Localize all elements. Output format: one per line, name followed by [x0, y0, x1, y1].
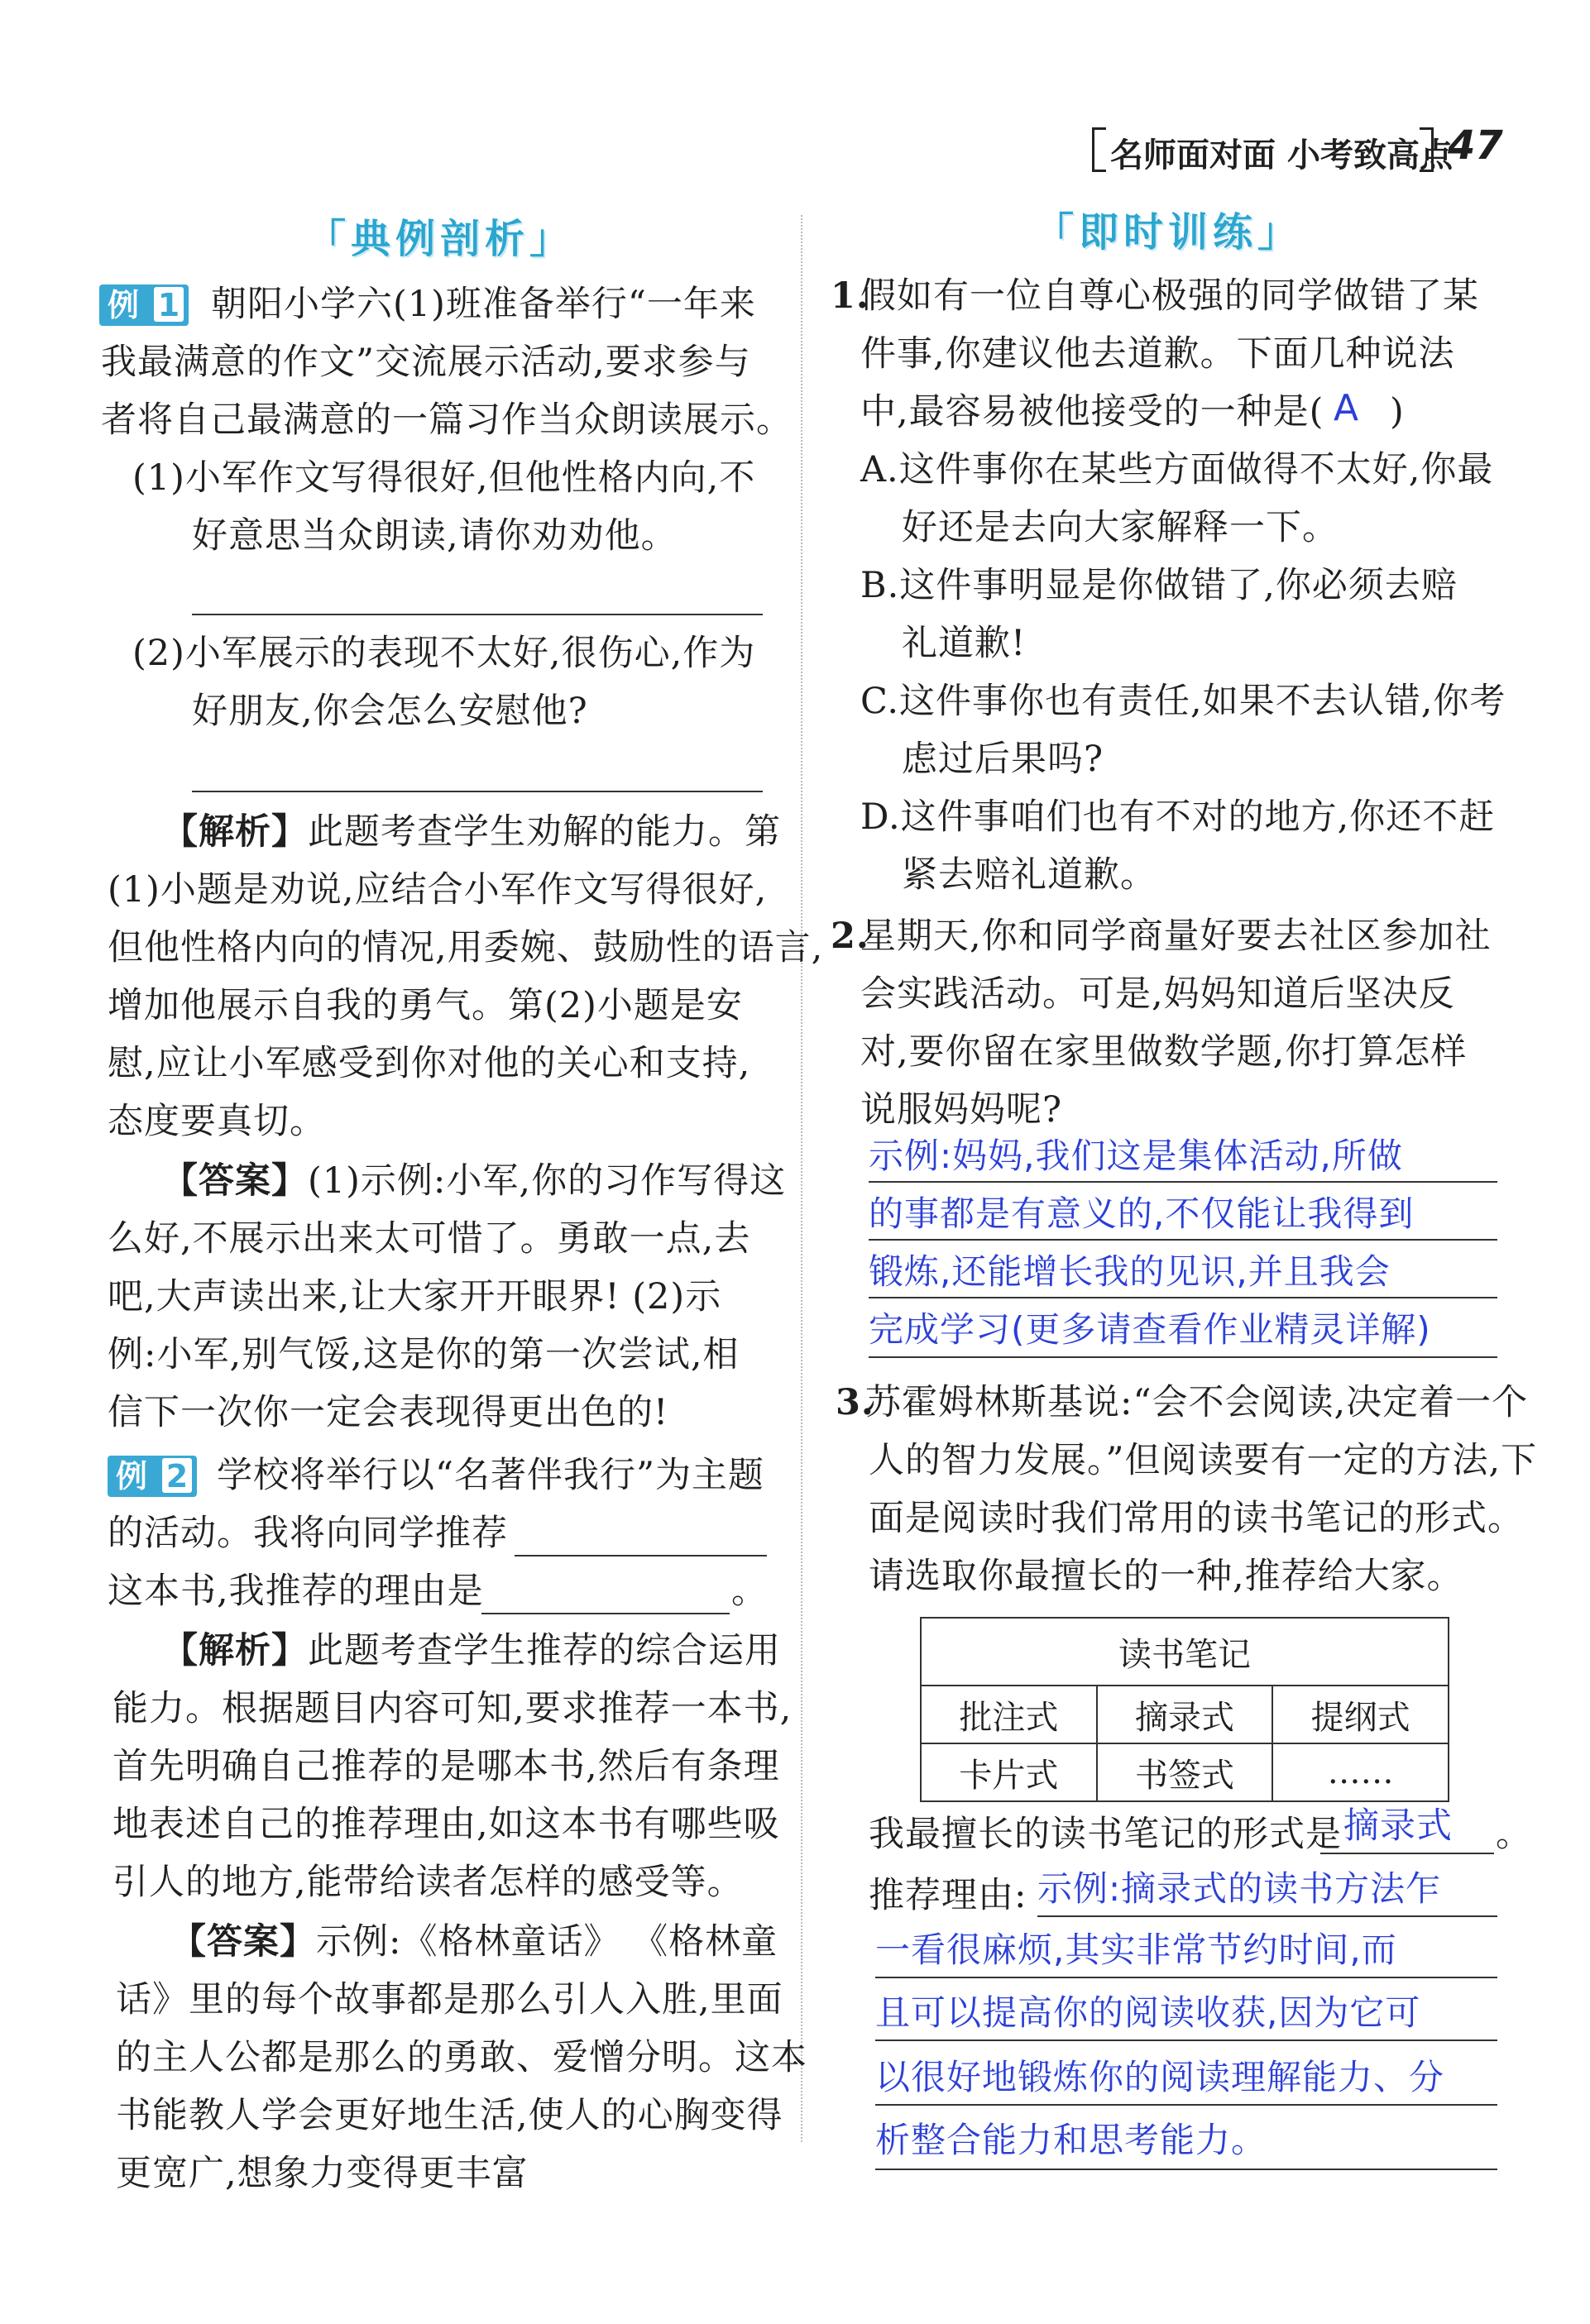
- ex1-answer-line-4: 例:小军,别气馁,这是你的第一次尝试,相: [108, 1334, 740, 1375]
- q2-line-3: 对,要你留在家里做数学题,你打算怎样: [860, 1031, 1468, 1073]
- q2-answer-4: 完成学习(更多请查看作业精灵详解): [869, 1309, 1431, 1350]
- example-1-tag: 例 1: [99, 285, 189, 326]
- ex1-line-2: 我最满意的作文”交流展示活动,要求参与: [101, 342, 751, 383]
- table-title: 读书笔记: [921, 1618, 1449, 1686]
- ex2-line-3: 这本书,我推荐的理由是: [108, 1571, 484, 1612]
- q3-reason-1: 示例:摘录式的读书方法乍: [1037, 1868, 1442, 1909]
- q3-reason-5: 析整合能力和思考能力。: [875, 2120, 1267, 2160]
- q1-option-b-2: 礼道歉!: [902, 623, 1027, 664]
- q2-answer-2: 的事都是有意义的,不仅能让我得到: [869, 1193, 1415, 1234]
- page-number: 47: [1448, 122, 1503, 169]
- q2-rule-3: [869, 1297, 1497, 1298]
- q1-line-1: 假如有一位自尊心极强的同学做错了某: [860, 275, 1479, 317]
- ex1-answer-line-5: 信下一次你一定会表现得更出色的!: [108, 1392, 669, 1433]
- ex1-q2-answer-line: [192, 791, 763, 792]
- ex1-answer-line-2: 么好,不展示出来太可惜了。勇敢一点,去: [108, 1218, 751, 1260]
- q3-form-end: 。: [1496, 1814, 1532, 1855]
- q3-line-2: 人的智力发展。”但阅读要有一定的方法,下: [869, 1440, 1538, 1481]
- ex2-answer-line-1: 【答案】示例:《格林童话》 《格林童: [170, 1921, 778, 1963]
- q3-line-3: 面是阅读时我们常用的读书笔记的形式。: [869, 1498, 1524, 1539]
- ex1-q1-line-2: 好意思当众朗读,请你劝劝他。: [192, 515, 678, 557]
- q1-option-a-2: 好还是去向大家解释一下。: [902, 507, 1339, 548]
- ex2-analysis-line-5: 引人的地方,能带给读者怎样的感受等。: [113, 1862, 744, 1903]
- ex2-answer-line-4: 书能教人学会更好地生活,使人的心胸变得: [116, 2095, 783, 2136]
- table-cell: 书签式: [1097, 1743, 1273, 1801]
- ex1-line-1: 朝阳小学六(1)班准备举行“一年来: [211, 284, 756, 325]
- q3-form-answer: 摘录式: [1343, 1805, 1453, 1847]
- q2-line-2: 会实践活动。可是,妈妈知道后坚决反: [860, 973, 1455, 1015]
- q3-reason-3: 且可以提高你的阅读收获,因为它可: [875, 1992, 1421, 2033]
- q3-reason-rule-3: [875, 2039, 1497, 2041]
- ex2-answer-line-2: 话》里的每个故事都是那么引人入胜,里面: [116, 1979, 783, 2020]
- q2-answer-3: 锻炼,还能增长我的见识,并且我会: [869, 1251, 1391, 1292]
- ex2-line-1: 学校将举行以“名著伴我行”为主题: [217, 1455, 764, 1496]
- ex1-analysis-line-2: (1)小题是劝说,应结合小军作文写得很好,: [108, 869, 768, 911]
- q1-option-d-1: D.这件事咱们也有不对的地方,你还不赶: [860, 796, 1496, 838]
- q2-rule-4: [869, 1356, 1497, 1358]
- ex1-analysis-line-6: 态度要真切。: [108, 1101, 326, 1142]
- q1-option-c-2: 虑过后果吗?: [902, 739, 1104, 780]
- q1-line-3: 中,最容易被他接受的一种是(: [860, 391, 1324, 433]
- q3-reason-rule-1: [1037, 1915, 1497, 1917]
- q2-number: 2.: [831, 916, 869, 957]
- ex2-analysis-line-3: 首先明确自己推荐的是哪本书,然后有条理: [113, 1746, 780, 1787]
- q1-number: 1.: [831, 275, 869, 317]
- table-row: [921, 1743, 1449, 1801]
- q1-line-2: 件事,你建议他去道歉。下面几种说法: [860, 333, 1455, 375]
- q1-paren-close: ): [1390, 391, 1405, 433]
- ex1-q2-line-2: 好朋友,你会怎么安慰他?: [192, 691, 588, 732]
- q3-line-4: 请选取你最擅长的一种,推荐给大家。: [869, 1556, 1463, 1597]
- q3-form-blank: [1320, 1853, 1494, 1854]
- ex2-line-3-end: 。: [731, 1571, 768, 1612]
- ex2-book-blank: [515, 1555, 767, 1557]
- column-divider: [801, 215, 802, 2142]
- q1-option-a-1: A.这件事你在某些方面做得不太好,你最: [860, 449, 1494, 490]
- q3-reason-rule-2: [875, 1977, 1497, 1978]
- ex1-analysis-line-1: 【解析】此题考查学生劝解的能力。第: [162, 811, 781, 853]
- ex1-analysis-line-3: 但他性格内向的情况,用委婉、鼓励性的语言,: [108, 927, 824, 968]
- ex1-analysis-line-5: 慰,应让小军感受到你对他的关心和支持,: [108, 1043, 751, 1084]
- q1-option-d-2: 紧去赔礼道歉。: [902, 854, 1157, 896]
- header-brand: 名师面对面: [1110, 136, 1276, 175]
- table-cell: 批注式: [921, 1686, 1097, 1743]
- q3-reason-4: 以很好地锻炼你的阅读理解能力、分: [875, 2057, 1445, 2097]
- q3-reason-2: 一看很麻烦,其实非常节约时间,而: [875, 1929, 1397, 1970]
- reading-notes-table: [920, 1617, 1449, 1802]
- right-section-title: 「即时训练」: [1034, 209, 1303, 256]
- ex1-analysis-line-4: 增加他展示自我的勇气。第(2)小题是安: [108, 985, 743, 1026]
- ex2-line-2: 的活动。我将向同学推荐: [108, 1513, 508, 1554]
- analysis-label: 【解析】: [162, 811, 308, 853]
- q2-rule-2: [869, 1239, 1497, 1241]
- q3-form-label: 我最擅长的读书笔记的形式是: [869, 1814, 1342, 1855]
- q1-option-c-1: C.这件事你也有责任,如果不去认错,你考: [860, 681, 1506, 722]
- ex1-q1-line-1: (1)小军作文写得很好,但他性格内向,不: [132, 457, 756, 499]
- answer-label: 【答案】: [162, 1160, 308, 1202]
- ex2-analysis-line-1: 【解析】此题考查学生推荐的综合运用: [162, 1630, 781, 1671]
- header-left-bracket: [1092, 127, 1106, 172]
- q3-line-1: 苏霍姆林斯基说:“会不会阅读,决定着一个: [865, 1382, 1529, 1423]
- q2-answer-1: 示例:妈妈,我们这是集体活动,所做: [869, 1136, 1403, 1176]
- q3-reason-label: 推荐理由:: [869, 1875, 1027, 1916]
- q1-answer: A: [1334, 387, 1360, 429]
- header-series: 小考致高点: [1287, 136, 1453, 175]
- q2-line-4: 说服妈妈呢?: [860, 1089, 1063, 1131]
- example-2-tag: 例 2: [108, 1456, 197, 1497]
- ex1-answer-line-3: 吧,大声读出来,让大家开开眼界! (2)示: [108, 1276, 722, 1317]
- q2-line-1: 星期天,你和同学商量好要去社区参加社: [860, 916, 1492, 957]
- ex2-reason-blank: [481, 1613, 730, 1614]
- ex1-line-3: 者将自己最满意的一篇习作当众朗读展示。: [101, 399, 793, 441]
- q3-number: 3.: [836, 1382, 874, 1423]
- table-row: [921, 1686, 1449, 1743]
- ex2-analysis-line-2: 能力。根据题目内容可知,要求推荐一本书,: [113, 1688, 793, 1729]
- ex2-answer-line-5: 更宽广,想象力变得更丰富: [116, 2153, 529, 2194]
- answer-label: 【答案】: [170, 1921, 316, 1963]
- ex1-q1-answer-line: [192, 614, 763, 615]
- ex2-answer-line-3: 的主人公都是那么的勇敢、爱憎分明。这本: [116, 2037, 807, 2078]
- ex1-q2-line-1: (2)小军展示的表现不太好,很伤心,作为: [132, 633, 756, 674]
- q2-rule-1: [869, 1181, 1497, 1183]
- q3-reason-rule-4: [875, 2104, 1497, 2106]
- q3-reason-rule-5: [875, 2169, 1497, 2170]
- table-cell: 提纲式: [1272, 1686, 1449, 1743]
- table-cell: 摘录式: [1097, 1686, 1273, 1743]
- table-cell: 卡片式: [921, 1743, 1097, 1801]
- left-section-title: 「典例剖析」: [306, 216, 575, 262]
- analysis-label: 【解析】: [162, 1630, 308, 1671]
- q1-option-b-1: B.这件事明显是你做错了,你必须去赔: [860, 565, 1458, 606]
- table-cell: ……: [1272, 1743, 1449, 1801]
- header-right-bracket: [1420, 127, 1434, 172]
- ex1-answer-line-1: 【答案】(1)示例:小军,你的习作写得这: [162, 1160, 787, 1202]
- ex2-analysis-line-4: 地表述自己的推荐理由,如这本书有哪些吸: [113, 1804, 780, 1845]
